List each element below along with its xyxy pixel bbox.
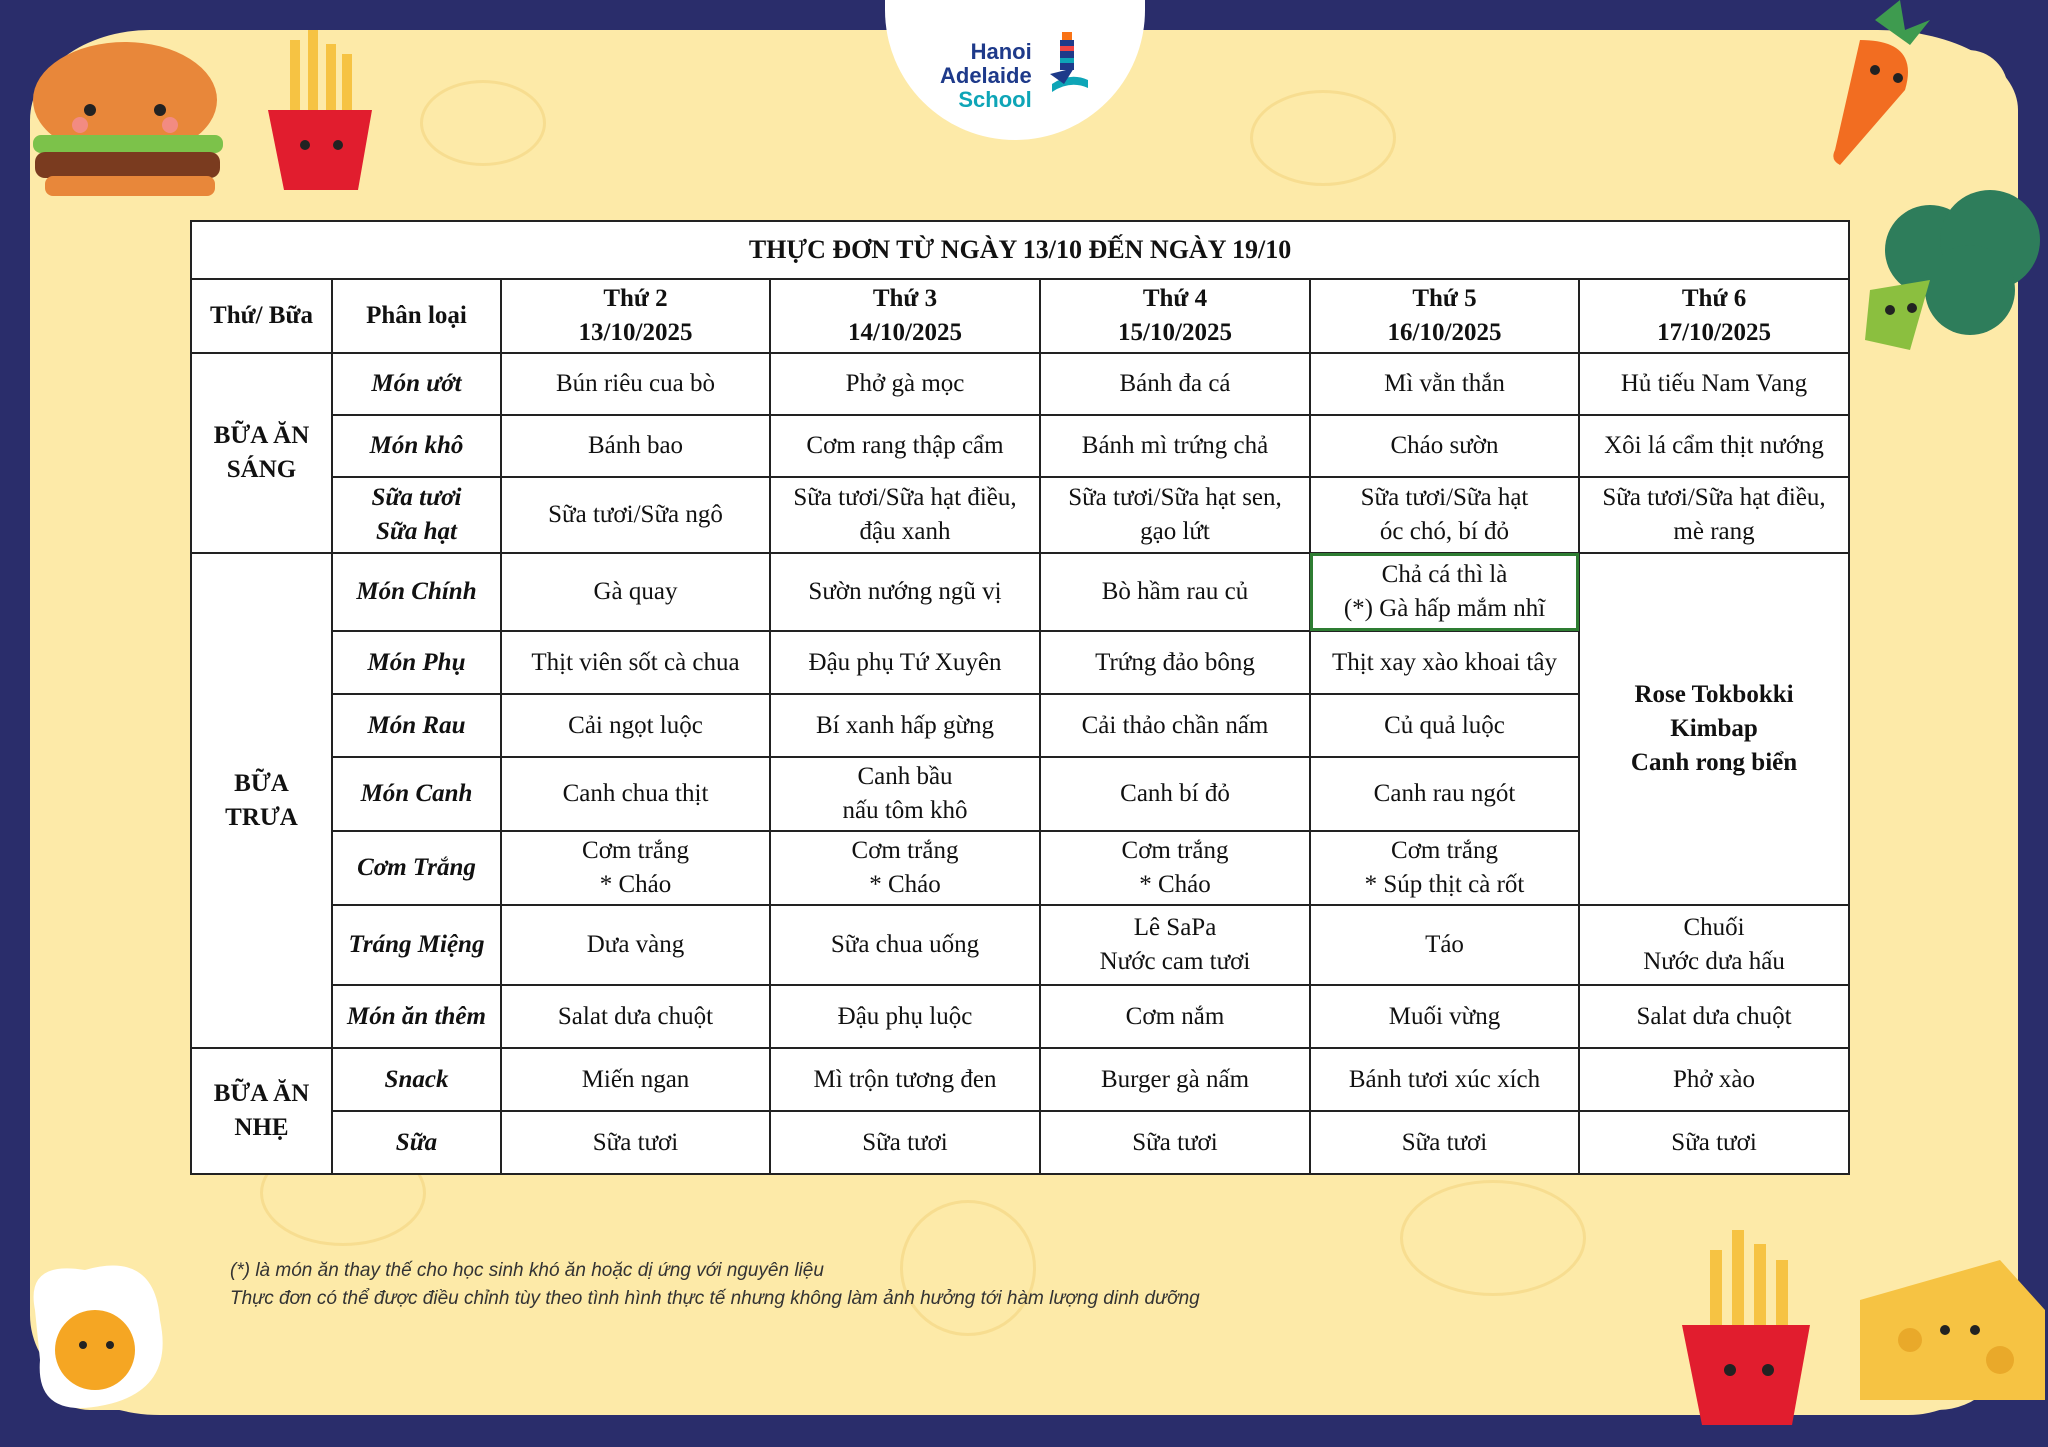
menu-title: THỰC ĐƠN TỪ NGÀY 13/10 ĐẾN NGÀY 19/10: [191, 221, 1849, 279]
burger-icon: [15, 30, 235, 210]
cheese-icon: [1850, 1250, 2048, 1410]
dish-cell: Sữa tươi: [1579, 1111, 1849, 1174]
category-cell: Sữa tươi Sữa hạt: [332, 477, 501, 553]
fries-icon: [1660, 1230, 1830, 1430]
table-row: [191, 415, 1849, 477]
category-cell: Món Phụ: [332, 631, 501, 694]
dish-cell: Trứng đảo bông: [1040, 631, 1310, 694]
dish-cell: Đậu phụ luộc: [770, 985, 1040, 1048]
footnote-line-1: (*) là món ăn thay thế cho học sinh khó ăn hoặc dị ứng với nguyên liệu: [230, 1260, 824, 1281]
category-cell: Món Rau: [332, 694, 501, 757]
dish-cell: Củ quả luộc: [1310, 694, 1579, 757]
dish-cell: Sữa tươi: [770, 1111, 1040, 1174]
table-row: [191, 477, 1849, 553]
dish-cell: Dưa vàng: [501, 905, 770, 985]
dish-cell: Bò hầm rau củ: [1040, 553, 1310, 631]
meal-label-snack: BỮA ĂN NHẸ: [191, 1048, 332, 1174]
lighthouse-icon: [1050, 28, 1090, 100]
header-row: [191, 279, 1849, 353]
dish-cell: Chuối Nước dưa hấu: [1579, 905, 1849, 985]
dish-cell: Phở xào: [1579, 1048, 1849, 1111]
dish-cell: Đậu phụ Tứ Xuyên: [770, 631, 1040, 694]
dish-cell: Canh chua thịt: [501, 757, 770, 831]
dish-cell: Bánh bao: [501, 415, 770, 477]
dish-cell: Mì trộn tương đen: [770, 1048, 1040, 1111]
category-cell: Món Chính: [332, 553, 501, 631]
day-header: Thứ 5 16/10/2025: [1310, 279, 1579, 353]
dish-cell: Sữa tươi/Sữa hạt điều, mè rang: [1579, 477, 1849, 553]
dish-cell: Sữa tươi/Sữa ngô: [501, 477, 770, 553]
dish-cell: Xôi lá cẩm thịt nướng: [1579, 415, 1849, 477]
dish-cell: Bánh mì trứng chả: [1040, 415, 1310, 477]
dish-cell: Sữa chua uống: [770, 905, 1040, 985]
table-row: [191, 553, 1849, 631]
dish-cell: Bánh tươi xúc xích: [1310, 1048, 1579, 1111]
table-row: [191, 1111, 1849, 1174]
dish-cell: Phở gà mọc: [770, 353, 1040, 415]
footnote: [230, 1257, 1200, 1313]
dish-cell: Canh rau ngót: [1310, 757, 1579, 831]
dish-cell: Sữa tươi: [1040, 1111, 1310, 1174]
dish-cell: Bí xanh hấp gừng: [770, 694, 1040, 757]
dish-cell: Cải thảo chần nấm: [1040, 694, 1310, 757]
dish-cell: Cơm trắng * Cháo: [1040, 831, 1310, 905]
friday-lunch-special: Rose Tokbokki Kimbap Canh rong biển: [1579, 553, 1849, 905]
dish-cell: Burger gà nấm: [1040, 1048, 1310, 1111]
dish-cell: Cải ngọt luộc: [501, 694, 770, 757]
dish-cell: Sườn nướng ngũ vị: [770, 553, 1040, 631]
dish-cell-highlighted: Chả cá thì là (*) Gà hấp mắm nhĩ: [1310, 553, 1579, 631]
dish-cell: Cháo sườn: [1310, 415, 1579, 477]
meal-label-breakfast: BỮA ĂN SÁNG: [191, 353, 332, 553]
dish-cell: Táo: [1310, 905, 1579, 985]
category-cell: Món Canh: [332, 757, 501, 831]
dish-cell: Cơm rang thập cẩm: [770, 415, 1040, 477]
category-cell: Món ướt: [332, 353, 501, 415]
col-meal-header: Thứ/ Bữa: [191, 279, 332, 353]
meal-label-lunch: BỮA TRƯA: [191, 553, 332, 1048]
day-header: Thứ 6 17/10/2025: [1579, 279, 1849, 353]
dish-cell: Gà quay: [501, 553, 770, 631]
dish-cell: Muối vừng: [1310, 985, 1579, 1048]
logo-line-1: Hanoi: [970, 39, 1032, 64]
dish-cell: Cơm trắng * Cháo: [501, 831, 770, 905]
dish-cell: Sữa tươi: [1310, 1111, 1579, 1174]
dish-cell: Canh bí đỏ: [1040, 757, 1310, 831]
dish-cell: Thịt xay xào khoai tây: [1310, 631, 1579, 694]
day-header: Thứ 3 14/10/2025: [770, 279, 1040, 353]
category-cell: Snack: [332, 1048, 501, 1111]
category-cell: Món ăn thêm: [332, 985, 501, 1048]
doodle-decoration: [420, 80, 546, 166]
logo-line-3: School: [958, 87, 1032, 112]
school-logo: [940, 40, 1032, 112]
dish-cell: Cơm nắm: [1040, 985, 1310, 1048]
table-row: [191, 1048, 1849, 1111]
dish-cell: Sữa tươi/Sữa hạt sen, gạo lứt: [1040, 477, 1310, 553]
col-category-header: Phân loại: [332, 279, 501, 353]
dish-cell: Mì vằn thắn: [1310, 353, 1579, 415]
table-row: [191, 905, 1849, 985]
category-cell: Cơm Trắng: [332, 831, 501, 905]
dish-cell: Salat dưa chuột: [1579, 985, 1849, 1048]
doodle-decoration: [1250, 90, 1396, 186]
table-row: [191, 353, 1849, 415]
fries-icon: [250, 30, 390, 200]
dish-cell: Cơm trắng * Cháo: [770, 831, 1040, 905]
broccoli-icon: [1850, 190, 2048, 360]
dish-cell: Bánh đa cá: [1040, 353, 1310, 415]
day-header: Thứ 4 15/10/2025: [1040, 279, 1310, 353]
dish-cell: Sữa tươi/Sữa hạt điều, đậu xanh: [770, 477, 1040, 553]
doodle-decoration: [1400, 1180, 1586, 1296]
category-cell: Món khô: [332, 415, 501, 477]
dish-cell: Salat dưa chuột: [501, 985, 770, 1048]
dish-cell: Thịt viên sốt cà chua: [501, 631, 770, 694]
logo-line-2: Adelaide: [940, 63, 1032, 88]
table-row: [191, 985, 1849, 1048]
footnote-line-2: Thực đơn có thể được điều chỉnh tùy theo tình hình thực tế nhưng không làm ảnh hưởng tới hàm lượng dinh dưỡng: [230, 1288, 1200, 1309]
dish-cell: Sữa tươi: [501, 1111, 770, 1174]
menu-table: [190, 220, 1850, 1175]
dish-cell: Miến ngan: [501, 1048, 770, 1111]
category-cell: Sữa: [332, 1111, 501, 1174]
dish-cell: Canh bầu nấu tôm khô: [770, 757, 1040, 831]
dish-cell: Hủ tiếu Nam Vang: [1579, 353, 1849, 415]
dish-cell: Bún riêu cua bò: [501, 353, 770, 415]
dish-cell: Sữa tươi/Sữa hạt óc chó, bí đỏ: [1310, 477, 1579, 553]
category-cell: Tráng Miệng: [332, 905, 501, 985]
dish-cell: Cơm trắng * Súp thịt cà rốt: [1310, 831, 1579, 905]
carrot-icon: [1780, 0, 1950, 170]
egg-icon: [15, 1250, 175, 1420]
day-header: Thứ 2 13/10/2025: [501, 279, 770, 353]
dish-cell: Lê SaPa Nước cam tươi: [1040, 905, 1310, 985]
